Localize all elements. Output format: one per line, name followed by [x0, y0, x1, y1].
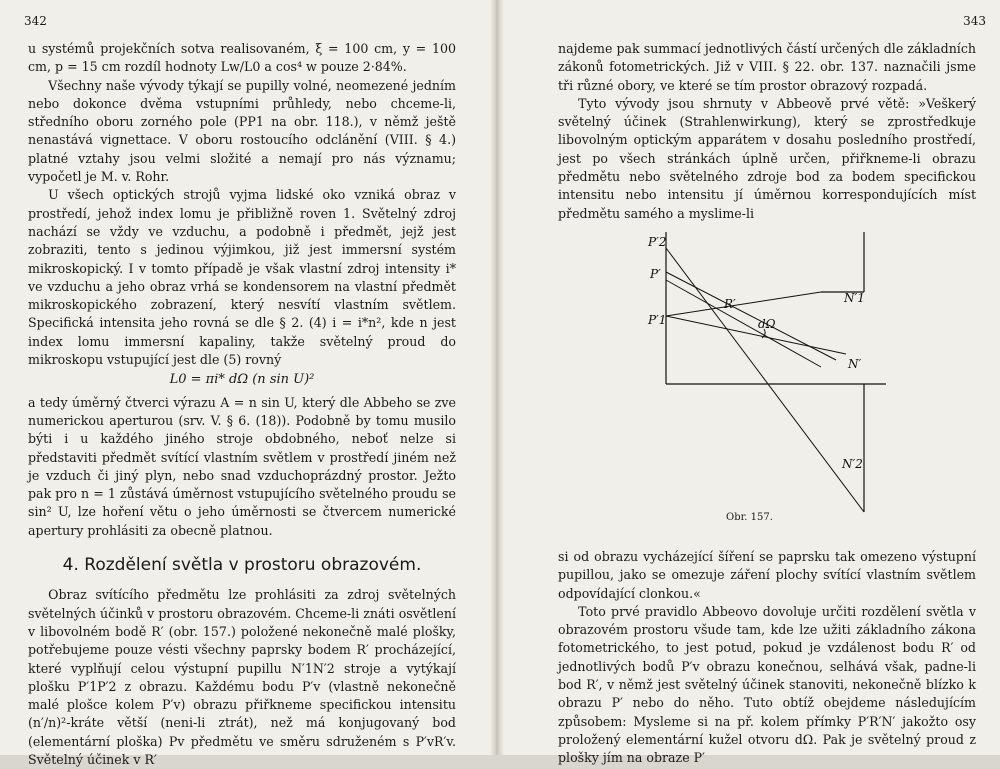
ray-p1-n	[666, 316, 846, 354]
figure-caption: Obr. 157.	[726, 512, 773, 523]
right-paragraph-4: Toto prvé pravidlo Abbeovo dovoluje určiti rozdělení světla v obrazovém prostoru všude tam, kde lze užiti základního zákona fotometrického, to jest potud, pokud je vzdálenost bodu R′ od jednotlivých bodů P′v obrazu konečnou, selhává však, padne-li bod R′, v němž jest světelný účinek stanoviti, nekonečně blízko k obrazu P′ nebo do něho. Tuto obtíž obejdeme následujícím způsobem: Mysleme si na př. kolem přímky P′R′N′ jakožto osy proložený elementární kužel otvoru dΩ. Pak je světelný proud z plošky jím na obraze P′	[558, 603, 976, 766]
figure-157	[646, 232, 891, 532]
right-page	[496, 0, 1000, 766]
label-p2: P′2	[648, 235, 667, 249]
right-page-text-top	[558, 40, 976, 223]
left-paragraph-2: U všech optických strojů vyjma lidské oko vzniká obraz v prostředí, jehož index lomu je přibližně roven 1. Světelný zdroj nachází se vždy ve vzduchu, a podobně i předmět, jejž jest zobraziti, tento s jedinou výjimkou, již jest immersní systém mikroskopický. I v tomto případě je však vlastní zdroj intensity i* ve vzduchu a jeho obraz vrhá se kondensorem na vlastní předmět mikroskopického zobrazení, který nesvítí vlastním světlem. Specifická intensita jeho rovná se dle § 2. (4) i = i*n², kde n jest index lomu immersní kapaliny, takže světelný proud do mikroskopu vstupující jest dle (5) rovný	[28, 187, 456, 368]
ray-p-extra	[666, 280, 821, 367]
left-page-text	[28, 40, 456, 769]
label-n: N′	[848, 357, 862, 371]
formula-l0: L0 = πi* dΩ (n sin U)²	[169, 372, 315, 388]
right-paragraph-3: si od obrazu vycházející šíření se paprsku tak omezeno výstupní pupillou, jako se omezuje záření plochy svítící vlastním světlem odpovídající clonkou.«	[558, 549, 976, 601]
label-n2: N′2	[842, 457, 863, 471]
left-paragraph-3: a tedy úměrný čtverci výrazu A = n sin U, který dle Abbeho se zve numerickou aperturou (srv. V. § 6. (18)). Podobně by tomu musilo býti i u každého jiného stroje obdobného, neboť nelze si představiti předmět svítící vlastním světlem v prostředí jiném než je vzduch či jiný plyn, nebo snad vzduchoprázdný prostor. Ježto pak pro n = 1 zůstává úměrnost vstupujícího světelného proudu se sin² U, lze hoření větu o jeho úměrnosti se čtvercem numerické apertury prohlásiti za obecně platnou.	[28, 394, 456, 538]
label-r: R′	[724, 297, 736, 311]
right-paragraph-1: najdeme pak summací jednotlivých částí určených dle základních zákonů fotometrických. Již v VIII. § 22. obr. 137. naznačili jsme tři různé obory, ve které se tím prostor obrazový rozpadá.	[558, 41, 976, 93]
left-paragraph-4: Obraz svítícího předmětu lze prohlásiti za zdroj světelných světelných účinků v prostoru obrazovém. Chceme-li znáti osvětlení v libovolném bodě R′ (obr. 157.) položené nekonečně malé plošky, potřebujeme pouze vésti všechny paprsky bodem R′ procházející, které vyplňují celou výstupní pupillu N′1N′2 stroje a vytýkají plošku P′1P′2 z obrazu. Každému bodu P′v (vlastně nekonečně malé plošce kolem P′v) obrazu přiřkneme specifickou intensitu (n′/n)²-kráte větší (neni-li ztrát), než má konjugovaný bod (elementární ploška) Pv předmětu ve směru sdruženém s P′vR′v. Světelný účinek v R′	[28, 587, 456, 767]
label-domega: dΩ	[758, 317, 776, 331]
optics-diagram	[646, 232, 891, 532]
label-p1: P′1	[648, 313, 667, 327]
book-gutter	[490, 0, 504, 755]
page-number-right: 343	[963, 14, 986, 28]
page-number-left: 342	[24, 14, 47, 28]
right-paragraph-2: Tyto vývody jsou shrnuty v Abbeově prvé větě: »Veškerý světelný účinek (Strahlenwirkung), který se zprostředkuje libovolným optickým apparátem v dosahu posledního prostředí, jest po všech stránkách úplně určen, přiřkneme-li obrazu předmětu nebo světelného zdroje bod za bodem specifickou intensitu nebo intensitu jí úměrnou korrespondujících míst předmětu samého a myslime-li	[558, 95, 976, 221]
left-paragraph-0: u systémů projekčních sotva realisovaném, ξ = 100 cm, y = 100 cm, p = 15 cm rozdíl hodnoty Lw/L0 a cos⁴ w pouze 2·84%.	[28, 41, 456, 75]
label-p: P′	[650, 267, 661, 281]
left-paragraph-1: Všechny naše vývody týkají se pupilly volné, neomezené jedním nebo dokonce dvěma vstupními průhledy, nebo chceme-li, středního oboru zorného pole (PP1 na obr. 118.), v němž ještě nenastává vignettace. V oboru rostoucího odclánění (VIII. § 4.) platné vztahy jsou velmi složité a nemají pro nás významu; vypočetl je M. v. Rohr.	[28, 77, 456, 185]
right-page-text-bottom	[558, 548, 976, 768]
label-n1: N′1	[844, 291, 865, 305]
left-page	[0, 0, 496, 767]
section-heading: 4. Rozdělení světla v prostoru obrazovém.	[62, 555, 422, 576]
